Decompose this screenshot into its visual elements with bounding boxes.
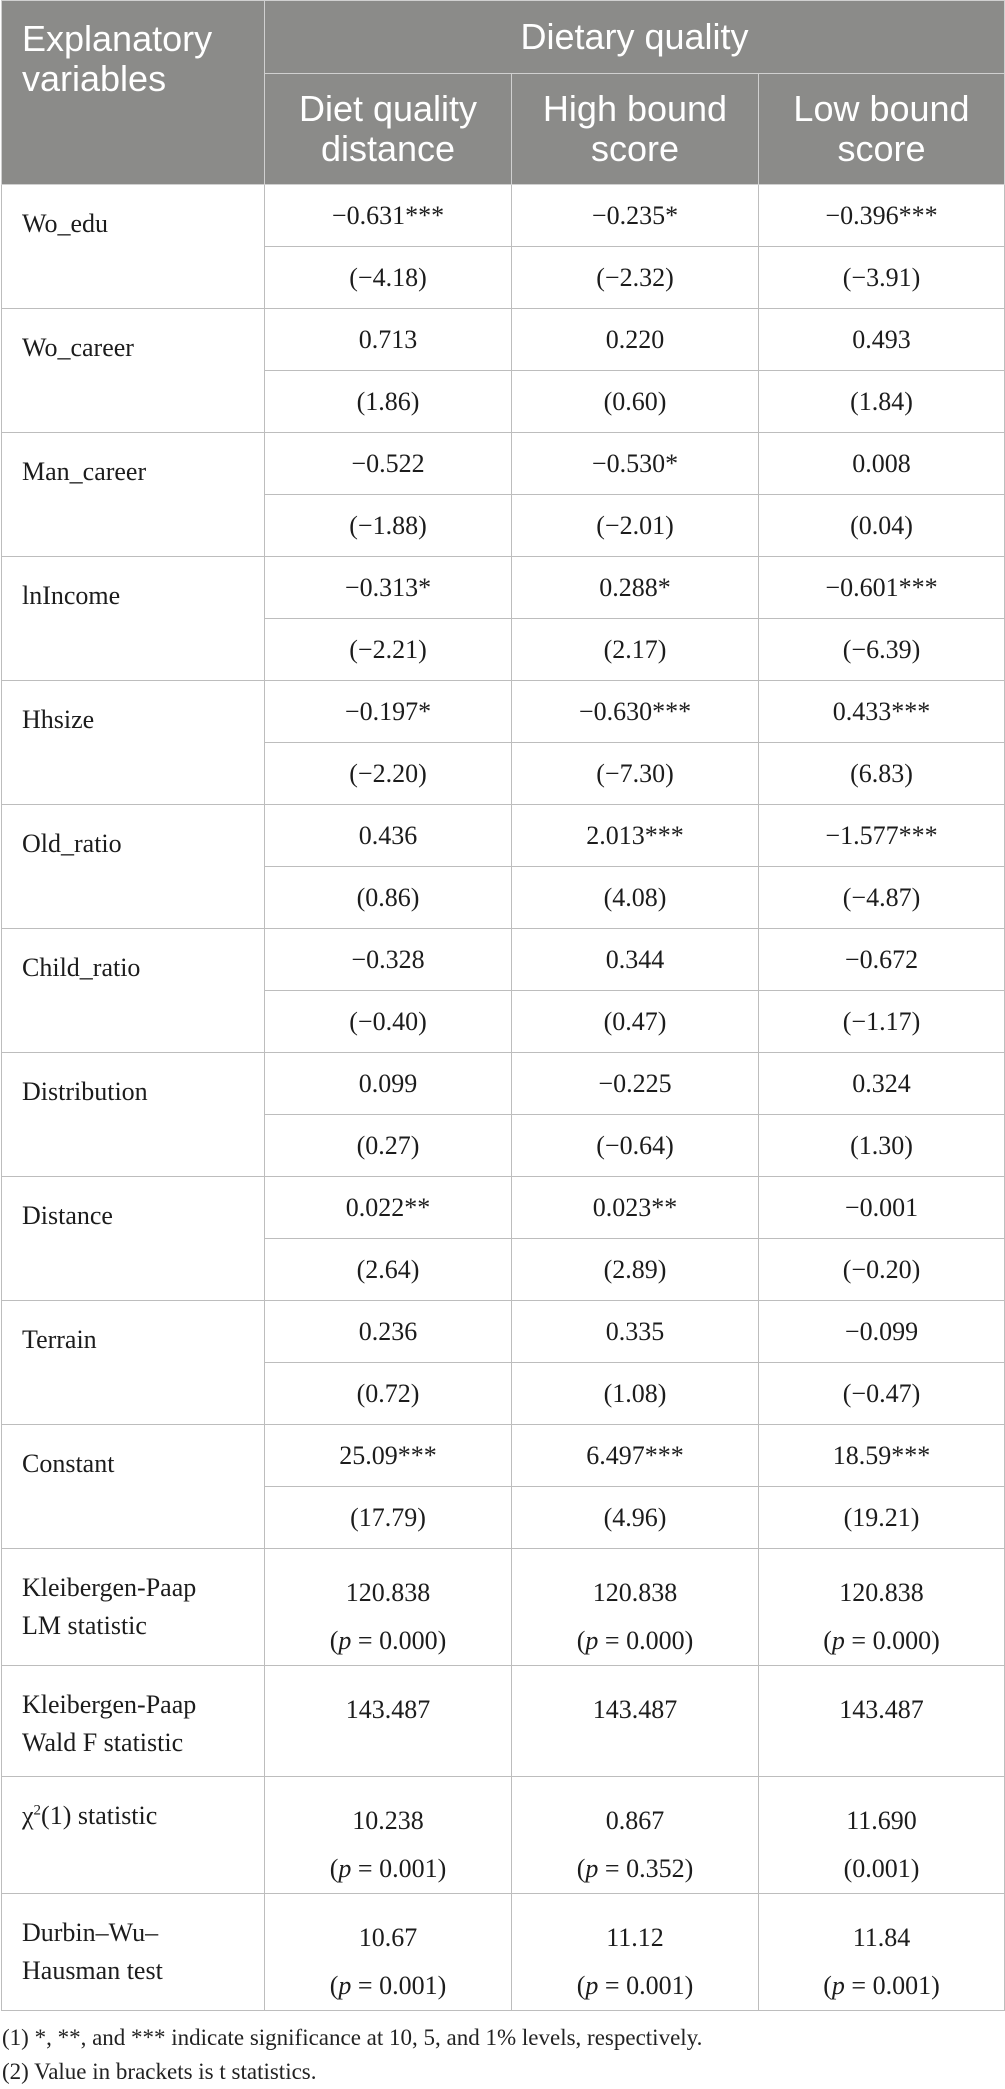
row-label <box>2 1549 265 1666</box>
coefficient-cell: −0.396*** <box>759 185 1005 247</box>
coefficient: 10.238 <box>352 1806 424 1835</box>
t-stat-cell: (6.83) <box>759 743 1005 805</box>
value-cell <box>512 1894 759 2011</box>
t-stat-cell: (0.60) <box>512 371 759 433</box>
t-stat-cell: (−2.21) <box>265 619 512 681</box>
coefficient-cell: 0.335 <box>512 1301 759 1363</box>
t-stat-cell: (0.04) <box>759 495 1005 557</box>
row-label: Wo_edu <box>2 185 265 309</box>
t-stat-cell: (1.30) <box>759 1115 1005 1177</box>
coefficient-cell: 0.236 <box>265 1301 512 1363</box>
coefficient: 0.867 <box>605 1806 665 1835</box>
row-kp-lm <box>2 1549 1005 1666</box>
coefficient-cell: −0.631*** <box>265 185 512 247</box>
header-dietary-quality: Dietary quality <box>265 1 1005 74</box>
row-label <box>2 1777 265 1894</box>
value-cell <box>512 1666 759 1777</box>
coefficient: 120.838 <box>839 1578 924 1607</box>
t-stat-cell: (−1.17) <box>759 991 1005 1053</box>
coefficient-cell: 0.099 <box>265 1053 512 1115</box>
value-cell <box>759 1777 1005 1894</box>
table-row <box>2 681 1005 743</box>
t-stat-cell: (1.08) <box>512 1363 759 1425</box>
coefficient-cell: 0.220 <box>512 309 759 371</box>
p-value: (p = 0.000) <box>823 1626 940 1655</box>
t-stat-cell: (0.72) <box>265 1363 512 1425</box>
value-cell <box>512 1777 759 1894</box>
t-stat-cell: (2.89) <box>512 1239 759 1301</box>
row-label: Child_ratio <box>2 929 265 1053</box>
coefficient-cell: −0.235* <box>512 185 759 247</box>
coefficient: 143.487 <box>345 1695 431 1724</box>
t-stat-cell: (0.27) <box>265 1115 512 1177</box>
t-stat-cell: (−2.32) <box>512 247 759 309</box>
coefficient-cell: 0.022** <box>265 1177 512 1239</box>
row-label: lnIncome <box>2 557 265 681</box>
coefficient-cell: −0.225 <box>512 1053 759 1115</box>
coefficient: 11.84 <box>852 1923 911 1952</box>
coefficient-cell: −0.313* <box>265 557 512 619</box>
row-label: Terrain <box>2 1301 265 1425</box>
header-low-bound-score: Low bound score <box>759 74 1005 185</box>
row-label: Distribution <box>2 1053 265 1177</box>
note-significance: (1) *, **, and *** indicate significance at 10, 5, and 1% levels, respectively. <box>2 2025 703 2050</box>
t-stat-cell: (−4.18) <box>265 247 512 309</box>
value-cell <box>265 1666 512 1777</box>
coefficient-cell: 0.008 <box>759 433 1005 495</box>
table-row <box>2 805 1005 867</box>
t-stat-cell: (−2.20) <box>265 743 512 805</box>
regression-table <box>1 0 1005 2011</box>
coefficient-cell: 6.497*** <box>512 1425 759 1487</box>
row-chi2 <box>2 1777 1005 1894</box>
t-stat-cell: (0.86) <box>265 867 512 929</box>
t-stat-cell: (1.86) <box>265 371 512 433</box>
t-stat-cell: (2.64) <box>265 1239 512 1301</box>
coefficient-cell: 18.59*** <box>759 1425 1005 1487</box>
row-durbin-wu-hausman <box>2 1894 1005 2011</box>
coefficient-cell: −1.577*** <box>759 805 1005 867</box>
coefficient-cell: −0.001 <box>759 1177 1005 1239</box>
table-row <box>2 433 1005 495</box>
coefficient-cell: 0.023** <box>512 1177 759 1239</box>
p-value: (p = 0.352) <box>576 1854 694 1883</box>
chi-symbol: χ <box>22 1801 34 1830</box>
table-body <box>2 185 1005 2011</box>
chi-superscript: 2 <box>33 1802 42 1819</box>
coefficient: 143.487 <box>839 1695 924 1724</box>
t-stat-cell: (−1.88) <box>265 495 512 557</box>
row-label: Wo_career <box>2 309 265 433</box>
table-row <box>2 309 1005 371</box>
table-row <box>2 185 1005 247</box>
value-cell <box>759 1549 1005 1666</box>
t-stat-cell: (−0.47) <box>759 1363 1005 1425</box>
table-row <box>2 929 1005 991</box>
p-value: (0.001) <box>843 1854 920 1883</box>
value-cell <box>265 1894 512 2011</box>
t-stat-cell: (−4.87) <box>759 867 1005 929</box>
table-row <box>2 1177 1005 1239</box>
table-row <box>2 1301 1005 1363</box>
coefficient-cell: 25.09*** <box>265 1425 512 1487</box>
row-label-line: Durbin–Wu– <box>22 1918 159 1947</box>
p-value: (p = 0.000) <box>329 1626 447 1655</box>
coefficient-cell: 0.713 <box>265 309 512 371</box>
p-value: (p = 0.001) <box>823 1971 940 2000</box>
coefficient-cell: −0.630*** <box>512 681 759 743</box>
coefficient-cell: 0.344 <box>512 929 759 991</box>
value-cell <box>759 1666 1005 1777</box>
row-kp-wald <box>2 1666 1005 1777</box>
coefficient-cell: 0.493 <box>759 309 1005 371</box>
note-brackets: (2) Value in brackets is t statistics. <box>2 2059 317 2084</box>
header-explanatory-variables: Explanatory variables <box>2 1 265 185</box>
table-row <box>2 1053 1005 1115</box>
row-label: Man_career <box>2 433 265 557</box>
coefficient: 143.487 <box>592 1695 678 1724</box>
row-label <box>2 1666 265 1777</box>
row-label: Old_ratio <box>2 805 265 929</box>
coefficient-cell: −0.672 <box>759 929 1005 991</box>
t-stat-cell: (−2.01) <box>512 495 759 557</box>
row-label-line: Kleibergen-Paap <box>22 1573 197 1602</box>
row-label-line: Hausman test <box>22 1956 163 1985</box>
t-stat-cell: (19.21) <box>759 1487 1005 1549</box>
coefficient: 11.690 <box>846 1806 917 1835</box>
row-label: Hhsize <box>2 681 265 805</box>
row-label <box>2 1894 265 2011</box>
coefficient-cell: 2.013*** <box>512 805 759 867</box>
t-stat-cell: (4.08) <box>512 867 759 929</box>
table-row <box>2 557 1005 619</box>
t-stat-cell: (2.17) <box>512 619 759 681</box>
t-stat-cell: (−0.20) <box>759 1239 1005 1301</box>
coefficient-cell: −0.601*** <box>759 557 1005 619</box>
value-cell <box>265 1777 512 1894</box>
table-notes <box>0 2011 1005 2089</box>
row-label-line: LM statistic <box>22 1611 147 1640</box>
row-label-line: Wald F statistic <box>22 1728 184 1757</box>
value-cell <box>512 1549 759 1666</box>
row-label: Distance <box>2 1177 265 1301</box>
row-label-line: Kleibergen-Paap <box>22 1690 197 1719</box>
t-stat-cell: (17.79) <box>265 1487 512 1549</box>
coefficient-cell: −0.099 <box>759 1301 1005 1363</box>
p-value: (p = 0.001) <box>329 1971 447 2000</box>
row-label-rest: (1) statistic <box>41 1801 158 1830</box>
t-stat-cell: (−7.30) <box>512 743 759 805</box>
coefficient: 120.838 <box>592 1578 678 1607</box>
coefficient-cell: −0.530* <box>512 433 759 495</box>
coefficient: 11.12 <box>606 1923 664 1952</box>
row-label: Constant <box>2 1425 265 1549</box>
p-value: (p = 0.001) <box>576 1971 694 2000</box>
coefficient-cell: 0.288* <box>512 557 759 619</box>
coefficient-cell: 0.436 <box>265 805 512 867</box>
coefficient-cell: 0.324 <box>759 1053 1005 1115</box>
table-row <box>2 1425 1005 1487</box>
coefficient-cell: 0.433*** <box>759 681 1005 743</box>
t-stat-cell: (−3.91) <box>759 247 1005 309</box>
t-stat-cell: (−0.64) <box>512 1115 759 1177</box>
header-high-bound-score: High bound score <box>512 74 759 185</box>
t-stat-cell: (4.96) <box>512 1487 759 1549</box>
header-diet-quality-distance: Diet quality distance <box>265 74 512 185</box>
coefficient-cell: −0.197* <box>265 681 512 743</box>
coefficient: 10.67 <box>358 1923 418 1952</box>
value-cell <box>759 1894 1005 2011</box>
t-stat-cell: (1.84) <box>759 371 1005 433</box>
t-stat-cell: (−6.39) <box>759 619 1005 681</box>
coefficient-cell: −0.522 <box>265 433 512 495</box>
coefficient: 120.838 <box>345 1578 431 1607</box>
value-cell <box>265 1549 512 1666</box>
t-stat-cell: (0.47) <box>512 991 759 1053</box>
coefficient-cell: −0.328 <box>265 929 512 991</box>
p-value: (p = 0.001) <box>329 1854 447 1883</box>
p-value: (p = 0.000) <box>576 1626 694 1655</box>
t-stat-cell: (−0.40) <box>265 991 512 1053</box>
